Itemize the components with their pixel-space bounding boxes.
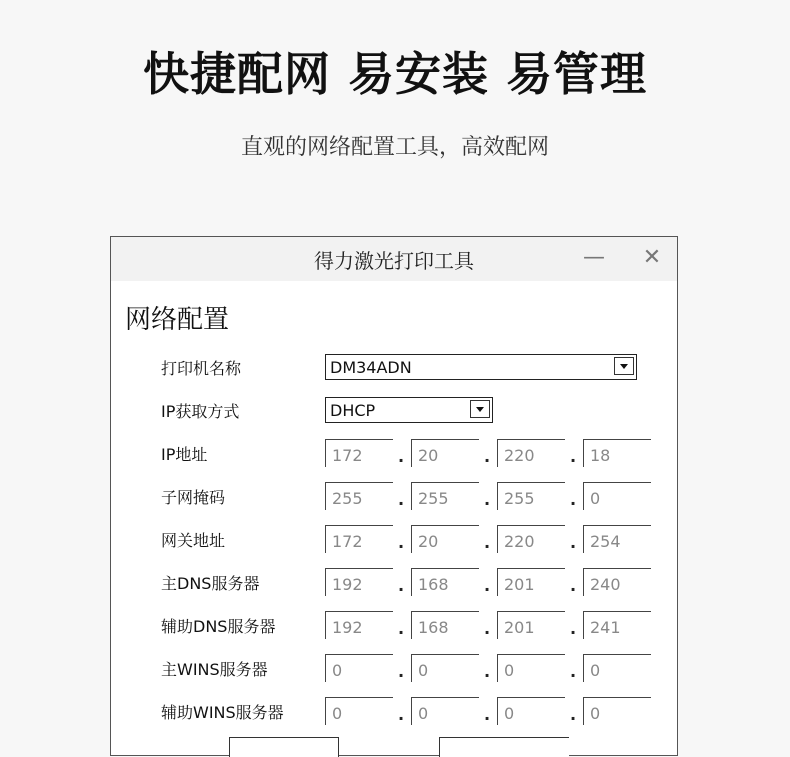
octet-value: 192 (332, 618, 363, 637)
printer-tool-window (110, 236, 678, 756)
chevron-down-icon[interactable] (470, 400, 490, 418)
subheadline: 直观的网络配置工具，高效配网 (240, 135, 549, 160)
ip-dot: . (569, 533, 577, 552)
primary-dns-octet-3[interactable] (497, 568, 565, 596)
octet-value: 255 (504, 489, 535, 508)
octet-value: 220 (504, 532, 535, 551)
octet-value: 0 (590, 661, 601, 680)
ip-dot: . (397, 447, 405, 466)
secondary-dns-label: 辅助DNS服务器 (161, 617, 276, 636)
octet-value: 0 (332, 704, 343, 723)
ip-address-input (325, 439, 655, 467)
primary-wins-label: 主WINS服务器 (161, 660, 268, 679)
ip-address-octet-4[interactable] (583, 439, 651, 467)
octet-value: 20 (418, 532, 439, 551)
octet-value: 201 (504, 575, 535, 594)
secondary-dns-octet-3[interactable] (497, 611, 565, 639)
ip-dot: . (483, 533, 491, 552)
ip-dot: . (569, 447, 577, 466)
ip-dot: . (397, 576, 405, 595)
headline: 快捷配网 易安装 易管理 (142, 47, 648, 101)
ip-dot: . (397, 705, 405, 724)
ip-dot: . (397, 662, 405, 681)
ip-mode-label: IP获取方式 (161, 402, 240, 421)
octet-value: 201 (504, 618, 535, 637)
secondary-wins-label: 辅助WINS服务器 (161, 703, 284, 722)
printer-name-label: 打印机名称 (161, 359, 242, 378)
octet-value: 0 (418, 661, 429, 680)
secondary-dns-octet-2[interactable] (411, 611, 479, 639)
secondary-dns-octet-1[interactable] (325, 611, 393, 639)
primary-dns-input (325, 568, 655, 596)
ip-address-octet-2[interactable] (411, 439, 479, 467)
octet-value: 254 (590, 532, 621, 551)
octet-value: 240 (590, 575, 621, 594)
gateway-input (325, 525, 655, 553)
window-title: 得力激光打印工具 (314, 249, 474, 273)
ip-address-label: IP地址 (161, 445, 208, 464)
primary-wins-octet-1[interactable] (325, 654, 393, 682)
octet-value: 192 (332, 575, 363, 594)
octet-value: 0 (590, 704, 601, 723)
ip-dot: . (483, 576, 491, 595)
primary-wins-octet-2[interactable] (411, 654, 479, 682)
section-title-network-config: 网络配置 (125, 305, 230, 335)
octet-value: 255 (332, 489, 363, 508)
primary-wins-octet-4[interactable] (583, 654, 651, 682)
ip-dot: . (397, 490, 405, 509)
octet-value: 168 (418, 618, 449, 637)
secondary-wins-octet-4[interactable] (583, 697, 651, 725)
octet-value: 18 (590, 446, 611, 465)
octet-value: 0 (590, 489, 601, 508)
primary-wins-input (325, 654, 655, 682)
subnet-mask-octet-3[interactable] (497, 482, 565, 510)
gateway-octet-1[interactable] (325, 525, 393, 553)
primary-dns-octet-4[interactable] (583, 568, 651, 596)
ip-dot: . (397, 533, 405, 552)
subnet-mask-label: 子网掩码 (161, 488, 226, 507)
close-icon[interactable]: ✕ (642, 245, 662, 270)
octet-value: 0 (332, 661, 343, 680)
printer-name-select[interactable] (325, 354, 637, 380)
secondary-wins-octet-1[interactable] (325, 697, 393, 725)
chevron-down-icon[interactable] (614, 357, 634, 375)
octet-value: 241 (590, 618, 621, 637)
octet-value: 0 (504, 704, 515, 723)
subnet-mask-input (325, 482, 655, 510)
subnet-mask-octet-4[interactable] (583, 482, 651, 510)
secondary-dns-input (325, 611, 655, 639)
gateway-label: 网关地址 (161, 531, 226, 550)
secondary-wins-input (325, 697, 655, 725)
octet-value: 172 (332, 446, 363, 465)
ip-dot: . (483, 705, 491, 724)
ip-mode-select[interactable] (325, 397, 493, 423)
octet-value: 0 (418, 704, 429, 723)
gateway-octet-2[interactable] (411, 525, 479, 553)
ip-dot: . (569, 490, 577, 509)
secondary-wins-octet-2[interactable] (411, 697, 479, 725)
ip-dot: . (569, 576, 577, 595)
ip-mode-value: DHCP (330, 401, 376, 420)
primary-wins-octet-3[interactable] (497, 654, 565, 682)
bottom-button-right[interactable] (439, 737, 569, 757)
minimize-icon[interactable]: — (583, 245, 605, 270)
primary-dns-octet-1[interactable] (325, 568, 393, 596)
octet-value: 172 (332, 532, 363, 551)
ip-dot: . (483, 447, 491, 466)
ip-address-octet-3[interactable] (497, 439, 565, 467)
window-titlebar[interactable] (111, 237, 677, 281)
octet-value: 220 (504, 446, 535, 465)
gateway-octet-3[interactable] (497, 525, 565, 553)
ip-dot: . (569, 705, 577, 724)
ip-dot: . (483, 662, 491, 681)
ip-address-octet-1[interactable] (325, 439, 393, 467)
bottom-button-left[interactable] (229, 737, 339, 757)
primary-dns-label: 主DNS服务器 (161, 574, 260, 593)
ip-dot: . (397, 619, 405, 638)
ip-dot: . (569, 662, 577, 681)
octet-value: 20 (418, 446, 439, 465)
octet-value: 0 (504, 661, 515, 680)
subnet-mask-octet-2[interactable] (411, 482, 479, 510)
secondary-dns-octet-4[interactable] (583, 611, 651, 639)
octet-value: 255 (418, 489, 449, 508)
gateway-octet-4[interactable] (583, 525, 651, 553)
ip-dot: . (569, 619, 577, 638)
subnet-mask-octet-1[interactable] (325, 482, 393, 510)
ip-dot: . (483, 490, 491, 509)
primary-dns-octet-2[interactable] (411, 568, 479, 596)
secondary-wins-octet-3[interactable] (497, 697, 565, 725)
octet-value: 168 (418, 575, 449, 594)
ip-dot: . (483, 619, 491, 638)
printer-name-value: DM34ADN (330, 358, 412, 377)
